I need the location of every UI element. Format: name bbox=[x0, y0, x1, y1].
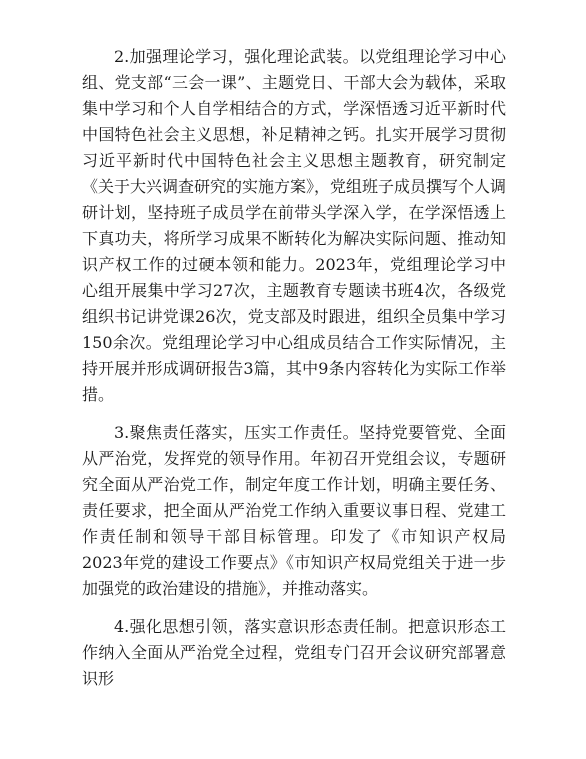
document-body bbox=[82, 44, 506, 704]
paragraph-ideology: 4.强化思想引领，落实意识形态责任制。把意识形态工作纳入全面从严治党全过程，党组专门召开会议研究部署意识形 bbox=[82, 617, 506, 688]
paragraph-responsibility: 3.聚焦责任落实，压实工作责任。坚持党要管党、全面从严治党，发挥党的领导作用。年初召开党组会议，专题研究全面从严治党工作，制定年度工作计划，明确主要任务、责任要求，把全面从严治党工作纳入重要议事日程、党建工作责任制和领导干部目标管理。印发了《市知识产权局2023年党的建设工作要点》《市知识产权局党组关于进一步加强党的政治建设的措施》，并推动落实。 bbox=[82, 423, 506, 598]
paragraph-study-theory: 2.加强理论学习，强化理论武装。以党组理论学习中心组、党支部“三会一课”、主题党日、干部大会为载体，采取集中学习和个人自学相结合的方式，学深悟透习近平新时代中国特色社会主义思想，补足精神之钙。扎实开展学习贯彻习近平新时代中国特色社会主义思想主题教育，研究制定《关于大兴调查研究的实施方案》，党组班子成员撰写个人调研计划，坚持班子成员学在前带头学深入学，在学深悟透上下真功夫，将所学习成果不断转化为解决实际问题、推动知识产权工作的过硬本领和能力。2023年，党组理论学习中心组开展集中学习27次，主题教育专题读书班4次，各级党组织书记讲党课26次，党支部及时跟进，组织全员集中学习150余次。党组理论学习中心组成员结合工作实际情况，主持开展并形成调研报告3篇，其中9条内容转化为实际工作举措。 bbox=[82, 47, 507, 404]
